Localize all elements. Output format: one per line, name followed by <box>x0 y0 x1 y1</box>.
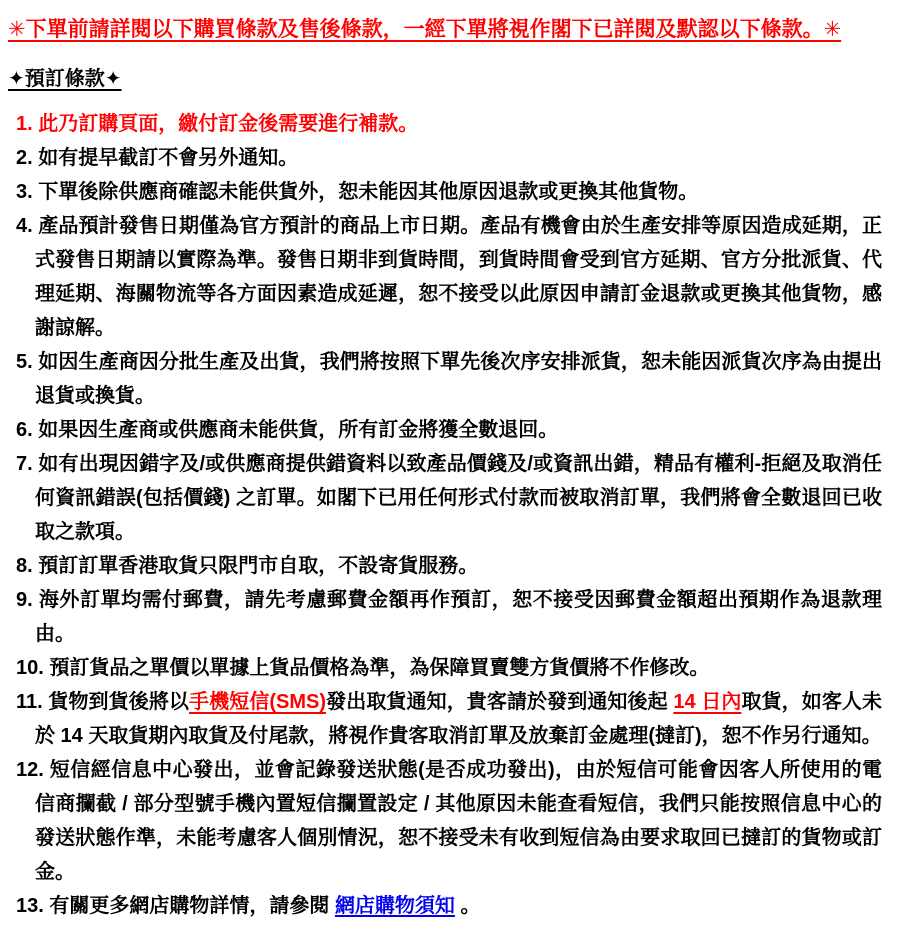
item-number: 3. <box>16 181 33 203</box>
item-number: 11. <box>16 691 43 713</box>
item-number: 8. <box>16 555 33 577</box>
item-number: 9. <box>16 589 33 611</box>
item-text: 預訂訂單香港取貨只限門市自取，不設寄貨服務。 <box>38 555 479 577</box>
item-text: 有關更多網店購物詳情，請參閱 <box>49 895 335 917</box>
terms-item <box>8 651 882 685</box>
terms-item <box>8 447 882 549</box>
terms-item <box>8 753 882 889</box>
item-text: 下單後除供應商確認未能供貨外，恕未能因其他原因退款或更換其他貨物。 <box>38 181 699 203</box>
terms-item <box>8 889 882 923</box>
terms-item <box>8 583 882 651</box>
item-number: 2. <box>16 147 33 169</box>
item-number: 7. <box>16 453 33 475</box>
item-number: 1. <box>16 113 33 135</box>
item-number: 6. <box>16 419 33 441</box>
item-text: 如因生產商因分批生產及出貨，我們將按照下單先後次序安排派貨，恕未能因派貨次序為由提出退貨或換貨。 <box>35 351 883 407</box>
item-text: 14 日內 <box>673 691 742 713</box>
item-number: 4. <box>16 215 33 237</box>
item-text: 此乃訂購頁面，繳付訂金後需要進行補款。 <box>38 113 419 135</box>
item-text: 如有出現因錯字及/或供應商提供錯資料以致產品價錢及/或資訊出錯，精品有權利-拒絕及取消任何資訊錯誤(包括價錢) 之訂單。如閣下已用任何形式付款而被取消訂單，我們將會全數退回已收取之款項。 <box>35 453 882 543</box>
item-number: 12. <box>16 759 44 781</box>
terms-item <box>8 549 882 583</box>
item-number: 13. <box>16 895 44 917</box>
item-text: 如有提早截訂不會另外通知。 <box>38 147 299 169</box>
item-text: 短信經信息中心發出，並會記錄發送狀態(是否成功發出)，由於短信可能會因客人所使用的電信商攔截 / 部分型號手機內置短信攔置設定 / 其他原因未能查看短信，我們只能按照信息中心的發送狀態作準，未能考慮客人個別情況，恕不接受未有收到短信為由要求取回已撻訂的貨物或訂金。 <box>35 759 883 883</box>
item-text: 取貨，如客人未於 14 天取貨期內取貨及付尾款，將視作貴客取消訂單及放棄訂金處理(撻訂)，恕不作另行通知。 <box>35 691 883 747</box>
terms-item <box>8 345 882 413</box>
terms-item <box>8 209 882 345</box>
section-title-text: ✦預訂條款✦ <box>8 68 122 90</box>
item-text: 發出取貨通知，貴客請於發到通知後起 <box>326 691 674 713</box>
item-number: 5. <box>16 351 33 373</box>
section-title <box>8 64 882 94</box>
item-text: 海外訂單均需付郵費，請先考慮郵費金額再作預訂，恕不接受因郵費金額超出預期作為退款理由。 <box>35 589 882 645</box>
terms-item <box>8 413 882 447</box>
item-text: 貨物到貨後將以 <box>48 691 190 713</box>
terms-item <box>8 175 882 209</box>
item-text: 產品預計發售日期僅為官方預計的商品上市日期。產品有機會由於生產安排等原因造成延期，正式發售日期請以實際為準。發售日期非到貨時間，到貨時間會受到官方延期、官方分批派貨、代理延期、海關物流等各方面因素造成延遲，恕不接受以此原因申請訂金退款或更換其他貨物，感謝諒解。 <box>35 215 883 339</box>
item-text: 如果因生產商或供應商未能供貨，所有訂金將獲全數退回。 <box>38 419 559 441</box>
terms-item <box>8 107 882 141</box>
terms-item <box>8 685 882 753</box>
terms-item <box>8 141 882 175</box>
pre-order-warning-banner: ✳下單前請詳閱以下購買條款及售後條款，一經下單將視作閣下已詳閱及默認以下條款。✳ <box>8 18 842 41</box>
item-text: 。 <box>454 895 481 917</box>
shop-notice-link[interactable]: 網店購物須知 <box>334 895 455 917</box>
item-number: 10. <box>16 657 44 679</box>
terms-list <box>8 107 882 923</box>
item-text: 預訂貨品之單價以單據上貨品價格為準，為保障買賣雙方貨價將不作修改。 <box>49 657 710 679</box>
item-text: 手機短信(SMS) <box>189 691 327 713</box>
